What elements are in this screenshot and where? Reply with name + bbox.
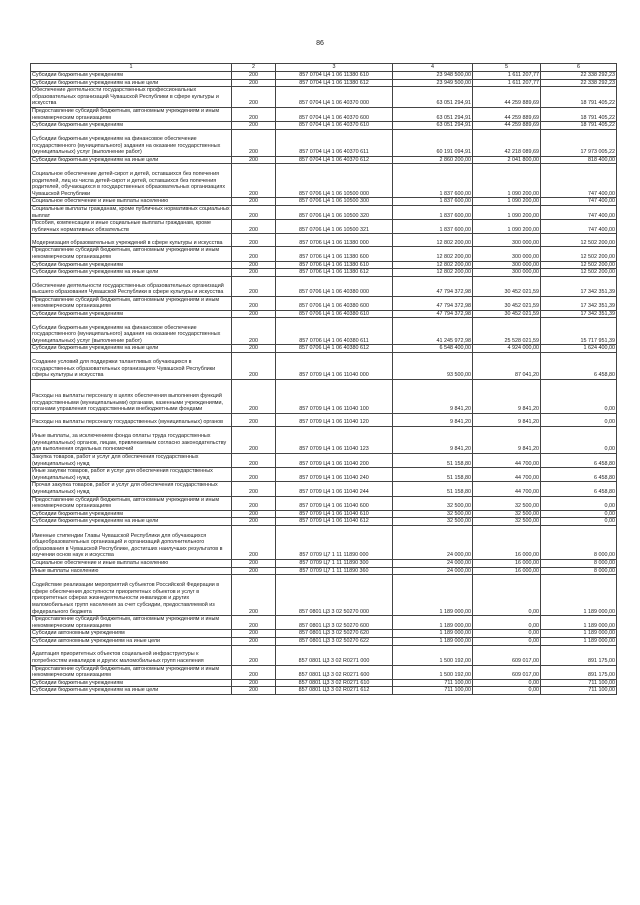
row-label: Предоставление субсидий бюджетным, автономным учреждениям и иным некоммерческим организациям <box>31 247 232 261</box>
table-cell: 1 837 600,00 <box>393 164 473 198</box>
row-label: Обеспечение деятельности государственных образовательных организаций высшего образования Чувашской Республики в сфере культуры и искусства <box>31 276 232 296</box>
row-label: Адаптация приоритетных объектов социальной инфраструктуры к потребностям инвалидов и других маломобильных групп населения <box>31 645 232 665</box>
table-cell: 200 <box>232 496 276 510</box>
column-header: 5 <box>473 64 541 72</box>
table-row <box>31 380 617 414</box>
table-cell: 25 528 021,59 <box>473 318 541 345</box>
table-cell: 32 500,00 <box>393 518 473 526</box>
table-cell: 857 0704 Ц4 1 06 40370 000 <box>276 87 393 108</box>
table-cell: 44 700,00 <box>473 468 541 482</box>
row-label: Субсидии автономным учреждениям <box>31 630 232 638</box>
table-cell: 200 <box>232 645 276 665</box>
table-cell: 300 000,00 <box>473 247 541 261</box>
table-cell: 1 611 207,77 <box>473 72 541 80</box>
table-cell: 200 <box>232 637 276 645</box>
table-cell: 857 0706 Ц4 1 06 40380 610 <box>276 310 393 318</box>
row-label: Субсидии бюджетным учреждениям на финансовое обеспечение государственного (муниципального) задания на оказание государственных (муниципальных) услуг (выполнение работ) <box>31 318 232 345</box>
table-cell: 9 841,20 <box>473 380 541 414</box>
table-cell: 18 791 405,22 <box>541 107 617 121</box>
row-label: Субсидии бюджетным учреждениям на иные цели <box>31 79 232 87</box>
table-row <box>31 247 617 261</box>
table-cell: 1 500 192,00 <box>393 645 473 665</box>
row-label: Субсидии бюджетным учреждениям <box>31 510 232 518</box>
table-cell: 17 342 351,39 <box>541 310 617 318</box>
table-cell: 200 <box>232 164 276 198</box>
table-cell: 47 794 372,98 <box>393 296 473 310</box>
table-row <box>31 526 617 560</box>
table-row <box>31 665 617 679</box>
table-row <box>31 496 617 510</box>
table-cell: 87 041,20 <box>473 353 541 380</box>
table-cell: 32 500,00 <box>393 510 473 518</box>
table-cell: 6 458,80 <box>541 454 617 468</box>
table-row <box>31 560 617 568</box>
table-cell: 12 502 200,00 <box>541 261 617 269</box>
table-cell: 42 218 089,69 <box>473 129 541 156</box>
table-cell: 12 502 200,00 <box>541 234 617 247</box>
row-label: Субсидии бюджетным учреждениям <box>31 72 232 80</box>
table-cell: 24 000,00 <box>393 560 473 568</box>
row-label: Пособия, компенсации и иные социальные выплаты гражданам, кроме публичных нормативных обязательств <box>31 220 232 234</box>
table-cell: 200 <box>232 205 276 219</box>
table-cell: 1 624 400,00 <box>541 345 617 353</box>
table-cell: 200 <box>232 575 276 616</box>
table-cell: 200 <box>232 72 276 80</box>
table-cell: 44 259 889,69 <box>473 122 541 130</box>
table-cell: 1 189 000,00 <box>393 575 473 616</box>
table-cell: 200 <box>232 687 276 695</box>
table-cell: 857 0706 Ц4 1 06 10500 320 <box>276 205 393 219</box>
table-cell: 300 000,00 <box>473 269 541 277</box>
table-row <box>31 72 617 80</box>
table-cell: 857 0709 Ц4 1 06 11040 600 <box>276 496 393 510</box>
table-cell: 857 0706 Ц4 1 06 11380 612 <box>276 269 393 277</box>
table-cell: 24 000,00 <box>393 567 473 575</box>
table-cell: 12 802 200,00 <box>393 261 473 269</box>
table-cell: 1 090 200,00 <box>473 220 541 234</box>
table-cell: 200 <box>232 234 276 247</box>
column-header: 3 <box>276 64 393 72</box>
table-cell: 200 <box>232 296 276 310</box>
table-cell: 44 259 889,69 <box>473 107 541 121</box>
table-cell: 1 189 000,00 <box>393 637 473 645</box>
table-cell: 24 000,00 <box>393 526 473 560</box>
table-cell: 0,00 <box>541 510 617 518</box>
table-cell: 8 000,00 <box>541 567 617 575</box>
table-row <box>31 318 617 345</box>
table-cell: 711 100,00 <box>393 679 473 687</box>
table-cell: 0,00 <box>541 414 617 427</box>
row-label: Расходы на выплаты персоналу государственных (муниципальных) органов <box>31 414 232 427</box>
table-cell: 9 841,20 <box>473 427 541 454</box>
table-cell: 200 <box>232 427 276 454</box>
table-row <box>31 269 617 277</box>
table-cell: 857 0706 Ц4 1 06 11380 000 <box>276 234 393 247</box>
table-cell: 44 700,00 <box>473 482 541 496</box>
table-cell: 200 <box>232 630 276 638</box>
table-cell: 857 0709 Ц4 1 06 11040 200 <box>276 454 393 468</box>
row-label: Предоставление субсидий бюджетным, автономным учреждениям и иным некоммерческим организациям <box>31 665 232 679</box>
table-cell: 4 924 000,00 <box>473 345 541 353</box>
table-cell: 857 0801 Ц3 3 02 R0271 612 <box>276 687 393 695</box>
table-cell: 1 090 200,00 <box>473 198 541 206</box>
table-cell: 93 500,00 <box>393 353 473 380</box>
table-cell: 200 <box>232 247 276 261</box>
row-label: Субсидии бюджетным учреждениям <box>31 261 232 269</box>
table-cell: 32 500,00 <box>473 510 541 518</box>
table-row <box>31 261 617 269</box>
table-cell: 857 0801 Ц3 3 02 50270 622 <box>276 637 393 645</box>
table-row <box>31 353 617 380</box>
table-cell: 6 458,80 <box>541 353 617 380</box>
table-cell: 711 100,00 <box>541 679 617 687</box>
row-label: Социальные выплаты гражданам, кроме публичных нормативных социальных выплат <box>32 205 230 219</box>
table-cell: 18 791 405,22 <box>541 122 617 130</box>
table-cell: 857 0706 Ц4 1 06 40380 000 <box>276 276 393 296</box>
table-cell: 16 000,00 <box>473 567 541 575</box>
table-cell: 857 0709 Ц4 1 06 11040 240 <box>276 468 393 482</box>
table-cell: 22 338 292,23 <box>541 72 617 80</box>
table-cell: 0,00 <box>541 380 617 414</box>
table-cell: 200 <box>232 269 276 277</box>
table-cell: 857 0801 Ц3 3 02 R0271 000 <box>276 645 393 665</box>
table-cell: 857 0801 Ц3 3 02 50270 620 <box>276 630 393 638</box>
table-cell: 200 <box>232 518 276 526</box>
table-cell: 12 502 200,00 <box>541 269 617 277</box>
table-cell: 200 <box>232 220 276 234</box>
table-row <box>31 164 617 198</box>
table-cell: 200 <box>232 560 276 568</box>
row-label: Субсидии бюджетным учреждениям на иные цели <box>31 345 232 353</box>
table-cell: 857 0801 Ц3 3 02 50270 000 <box>276 575 393 616</box>
table-row <box>31 220 617 234</box>
table-row <box>31 198 617 206</box>
table-cell: 857 0709 Ц4 1 06 11040 610 <box>276 510 393 518</box>
table-cell: 857 0704 Ц4 1 06 11380 610 <box>276 72 393 80</box>
table-cell: 200 <box>232 526 276 560</box>
table-cell: 51 158,80 <box>393 454 473 468</box>
table-cell: 8 000,00 <box>541 526 617 560</box>
table-cell: 200 <box>232 679 276 687</box>
table-row <box>31 345 617 353</box>
table-cell: 1 189 000,00 <box>541 616 617 630</box>
table-cell: 12 802 200,00 <box>393 234 473 247</box>
table-cell: 200 <box>232 353 276 380</box>
table-row <box>31 454 617 468</box>
table-cell: 857 0709 Ц4 1 06 11040 000 <box>276 353 393 380</box>
table-cell: 857 0709 Ц7 1 11 11890 360 <box>276 567 393 575</box>
table-row <box>31 510 617 518</box>
table-cell: 711 100,00 <box>393 687 473 695</box>
table-body <box>31 72 617 695</box>
table-cell: 857 0704 Ц4 1 06 40370 612 <box>276 156 393 164</box>
table-cell: 747 400,00 <box>541 198 617 206</box>
table-row <box>31 616 617 630</box>
table-cell: 200 <box>232 129 276 156</box>
table-cell: 44 259 889,69 <box>473 87 541 108</box>
table-cell: 857 0801 Ц3 3 02 50270 600 <box>276 616 393 630</box>
table-row <box>31 468 617 482</box>
table-cell: 200 <box>232 454 276 468</box>
table-cell: 857 0709 Ц4 1 06 11040 123 <box>276 427 393 454</box>
row-label: Субсидии бюджетным учреждениям на иные цели <box>31 269 232 277</box>
table-row <box>31 645 617 665</box>
table-cell: 16 000,00 <box>473 560 541 568</box>
row-label: Субсидии бюджетным учреждениям на финансовое обеспечение государственного (муниципального) задания на оказание государственных (муниципальных) услуг (выполнение работ) <box>31 129 232 156</box>
table-cell: 200 <box>232 345 276 353</box>
table-cell: 200 <box>232 468 276 482</box>
table-row <box>31 630 617 638</box>
table-cell: 0,00 <box>473 575 541 616</box>
table-row <box>31 296 617 310</box>
table-cell: 857 0706 Ц4 1 06 11380 610 <box>276 261 393 269</box>
table-cell: 857 0709 Ц7 1 11 11890 300 <box>276 560 393 568</box>
row-label: Субсидии автономным учреждениям на иные цели <box>31 637 232 645</box>
table-cell: 200 <box>232 198 276 206</box>
table-cell: 6 458,80 <box>541 482 617 496</box>
row-label: Социальное обеспечение детей-сирот и детей, оставшихся без попечения родителей, лиц из числа детей-сирот и детей, оставшихся без попечения родителей, обучающихся в государственных образовательных организациях Чувашской Республики <box>31 164 232 198</box>
table-cell: 857 0706 Ц4 1 06 40380 611 <box>276 318 393 345</box>
table-cell: 0,00 <box>541 427 617 454</box>
table-cell: 1 837 600,00 <box>393 205 473 219</box>
table-row <box>31 107 617 121</box>
row-label: Субсидии бюджетным учреждениям на иные цели <box>31 156 232 164</box>
table-cell: 17 342 351,39 <box>541 276 617 296</box>
table-cell: 32 500,00 <box>393 496 473 510</box>
table-cell: 1 189 000,00 <box>541 630 617 638</box>
table-cell: 30 452 021,59 <box>473 310 541 318</box>
table-cell: 857 0709 Ц4 1 06 11040 612 <box>276 518 393 526</box>
table-cell: 12 502 200,00 <box>541 247 617 261</box>
table-cell: 51 158,80 <box>393 468 473 482</box>
row-label: Субсидии бюджетным учреждениям <box>31 122 232 130</box>
table-cell: 1 611 207,77 <box>473 79 541 87</box>
row-label: Предоставление субсидий бюджетным, автономным учреждениям и иным некоммерческим организациям <box>31 496 232 510</box>
table-cell: 41 245 972,98 <box>393 318 473 345</box>
table-row <box>31 156 617 164</box>
column-header: 1 <box>31 64 232 72</box>
table-cell: 6 548 400,00 <box>393 345 473 353</box>
table-cell: 1 189 000,00 <box>541 637 617 645</box>
table-row <box>31 205 617 219</box>
table-cell: 32 500,00 <box>473 496 541 510</box>
row-label: Предоставление субсидий бюджетным, автономным учреждениям и иным некоммерческим организациям <box>31 296 232 310</box>
table-cell: 9 841,20 <box>393 380 473 414</box>
column-header: 6 <box>541 64 617 72</box>
table-cell: 12 802 200,00 <box>393 269 473 277</box>
table-row <box>31 575 617 616</box>
row-label: Предоставление субсидий бюджетным, автономным учреждениям и иным некоммерческим организациям <box>31 107 232 121</box>
table-cell: 747 400,00 <box>541 220 617 234</box>
table-cell: 200 <box>232 380 276 414</box>
table-cell: 200 <box>232 79 276 87</box>
table-cell: 30 452 021,59 <box>473 276 541 296</box>
row-label: Создание условий для поддержки талантливых обучающихся в государственных образовательных организациях Чувашской Республики сферы культуры и искусства <box>31 353 232 380</box>
table-cell: 609 017,00 <box>473 645 541 665</box>
row-label: Субсидии бюджетным учреждениям <box>31 310 232 318</box>
table-cell: 44 700,00 <box>473 454 541 468</box>
table-row <box>31 79 617 87</box>
table-cell: 200 <box>232 510 276 518</box>
table-cell: 200 <box>232 107 276 121</box>
table-cell: 8 000,00 <box>541 560 617 568</box>
table-cell: 200 <box>232 482 276 496</box>
table-row <box>31 234 617 247</box>
column-header: 4 <box>393 64 473 72</box>
table-cell: 51 158,80 <box>393 482 473 496</box>
table-cell: 0,00 <box>473 679 541 687</box>
table-cell: 857 0704 Ц4 1 06 40370 600 <box>276 107 393 121</box>
table-cell: 0,00 <box>473 616 541 630</box>
table-cell: 22 338 292,23 <box>541 79 617 87</box>
table-cell: 1 189 000,00 <box>393 616 473 630</box>
row-label: Содействие реализации мероприятий субъектов Российской Федерации в сфере обеспечения доступности приоритетных объектов и услуг в приоритетных сферах жизнедеятельности инвалидов и других маломобильных групп населения за счет субсидии, предоставляемой из федерального бюджета <box>31 575 232 616</box>
table-row <box>31 427 617 454</box>
table-cell: 200 <box>232 665 276 679</box>
table-cell: 857 0706 Ц4 1 06 40380 600 <box>276 296 393 310</box>
table-cell: 200 <box>232 310 276 318</box>
table-cell: 857 0706 Ц4 1 06 11380 600 <box>276 247 393 261</box>
table-cell: 857 0709 Ц7 1 11 11890 000 <box>276 526 393 560</box>
table-row <box>31 567 617 575</box>
row-label: Субсидии бюджетным учреждениям на иные цели <box>31 518 232 526</box>
table-cell: 891 175,00 <box>541 645 617 665</box>
table-cell: 2 860 200,00 <box>393 156 473 164</box>
page-number: 86 <box>316 40 324 47</box>
table-row <box>31 122 617 130</box>
table-cell: 6 458,80 <box>541 468 617 482</box>
table-cell: 1 189 000,00 <box>393 630 473 638</box>
table-cell: 1 500 192,00 <box>393 665 473 679</box>
table-cell: 0,00 <box>541 518 617 526</box>
table-cell: 17 342 351,39 <box>541 296 617 310</box>
table-cell: 12 802 200,00 <box>393 247 473 261</box>
table-cell: 15 717 951,39 <box>541 318 617 345</box>
row-label: Иные выплаты, за исключением фонда оплаты труда государственных (муниципальных) органов, лицам, привлекаемым согласно законодательству для выполнения отдельных полномочий <box>31 427 232 454</box>
table-cell: 857 0704 Ц4 1 06 40370 611 <box>276 129 393 156</box>
table-cell: 23 949 500,00 <box>393 79 473 87</box>
table-row <box>31 482 617 496</box>
table-cell: 18 791 405,22 <box>541 87 617 108</box>
row-label: Закупка товаров, работ и услуг для обеспечения государственных (муниципальных) нужд <box>31 454 232 468</box>
table-cell: 16 000,00 <box>473 526 541 560</box>
table-cell: 857 0706 Ц4 1 06 10500 300 <box>276 198 393 206</box>
table-cell: 857 0704 Ц4 1 06 11380 612 <box>276 79 393 87</box>
table-cell: 857 0709 Ц4 1 06 11040 120 <box>276 414 393 427</box>
table-row <box>31 276 617 296</box>
table-row <box>31 637 617 645</box>
table-cell: 857 0706 Ц4 1 06 10500 000 <box>276 164 393 198</box>
table-row <box>31 687 617 695</box>
table-cell: 1 090 200,00 <box>473 205 541 219</box>
row-label: Прочая закупка товаров, работ и услуг для обеспечения государственных (муниципальных) нужд <box>31 482 232 496</box>
table-cell: 300 000,00 <box>473 261 541 269</box>
table-row <box>31 679 617 687</box>
table-cell: 200 <box>232 616 276 630</box>
table-cell: 60 191 094,91 <box>393 129 473 156</box>
table-row <box>31 129 617 156</box>
table-cell: 9 841,20 <box>393 427 473 454</box>
table-cell: 200 <box>232 276 276 296</box>
table-cell: 200 <box>232 414 276 427</box>
table-cell: 9 841,20 <box>473 414 541 427</box>
table-cell: 1 837 600,00 <box>393 220 473 234</box>
table-cell: 200 <box>232 87 276 108</box>
table-cell: 857 0704 Ц4 1 06 40370 610 <box>276 122 393 130</box>
budget-table <box>30 63 617 695</box>
table-cell: 747 400,00 <box>541 164 617 198</box>
table-cell: 23 948 500,00 <box>393 72 473 80</box>
table-cell: 818 400,00 <box>541 156 617 164</box>
table-cell: 0,00 <box>473 630 541 638</box>
table-cell: 200 <box>232 122 276 130</box>
row-label: Расходы на выплаты персоналу в целях обеспечения выполнения функций государственными (муниципальными) органами, казенными учреждениями, органами управления государственными внебюджетными фондами <box>31 380 232 414</box>
table-cell: 891 175,00 <box>541 665 617 679</box>
table-cell: 0,00 <box>473 687 541 695</box>
table-row <box>31 87 617 108</box>
table-cell: 30 452 021,59 <box>473 296 541 310</box>
row-label: Модернизация образовательных учреждений в сфере культуры и искусства <box>31 234 232 247</box>
table-cell: 0,00 <box>473 637 541 645</box>
table-cell: 1 189 000,00 <box>541 575 617 616</box>
row-label: Субсидии бюджетным учреждениям на иные цели <box>31 687 232 695</box>
table-cell: 2 041 800,00 <box>473 156 541 164</box>
table-cell: 1 837 600,00 <box>393 198 473 206</box>
table-cell: 857 0801 Ц3 3 02 R0271 610 <box>276 679 393 687</box>
table-cell: 200 <box>232 156 276 164</box>
table-cell: 300 000,00 <box>473 234 541 247</box>
table-cell: 857 0801 Ц3 3 02 R0271 600 <box>276 665 393 679</box>
row-label: Субсидии бюджетным учреждениям <box>31 679 232 687</box>
table-cell: 47 794 372,98 <box>393 310 473 318</box>
row-label: Социальное обеспечение и иные выплаты населению <box>31 198 232 206</box>
column-header: 2 <box>232 64 276 72</box>
table-cell: 747 400,00 <box>541 205 617 219</box>
table-cell: 609 017,00 <box>473 665 541 679</box>
row-label: Социальное обеспечение и иные выплаты населению <box>31 560 232 568</box>
table-cell: 1 090 200,00 <box>473 164 541 198</box>
header-row <box>31 64 617 72</box>
table-cell: 200 <box>232 318 276 345</box>
table-cell: 63 051 294,91 <box>393 107 473 121</box>
table-row <box>31 414 617 427</box>
row-label: Иные выплаты населению <box>31 567 232 575</box>
table-cell: 857 0709 Ц4 1 06 11040 244 <box>276 482 393 496</box>
table-cell: 63 051 294,91 <box>393 122 473 130</box>
table-cell: 17 973 005,22 <box>541 129 617 156</box>
table-cell: 857 0706 Ц4 1 06 40380 612 <box>276 345 393 353</box>
table-cell: 200 <box>232 261 276 269</box>
table-cell: 711 100,00 <box>541 687 617 695</box>
table-row <box>31 310 617 318</box>
table-cell: 9 841,20 <box>393 414 473 427</box>
table-cell: 47 794 372,98 <box>393 276 473 296</box>
table-cell: 32 500,00 <box>473 518 541 526</box>
table-cell: 857 0709 Ц4 1 06 11040 100 <box>276 380 393 414</box>
table-cell: 0,00 <box>541 496 617 510</box>
table-row <box>31 518 617 526</box>
row-label: Предоставление субсидий бюджетным, автономным учреждениям и иным некоммерческим организациям <box>31 616 232 630</box>
row-label: Иные закупки товаров, работ и услуг для обеспечения государственных (муниципальных) нужд <box>31 468 232 482</box>
row-label: Именные стипендии Главы Чувашской Республики для обучающихся общеобразовательных организаций и организаций дополнительного образования в Чувашской Республике, достигших наилучших результатов в изучении основ наук и искусства <box>31 526 232 560</box>
row-label: Обеспечение деятельности государственных профессиональных образовательных организаций Чувашской Республики в сфере культуры и искусства <box>31 87 232 108</box>
table-cell: 63 051 294,91 <box>393 87 473 108</box>
table-cell: 857 0706 Ц4 1 06 10500 321 <box>276 220 393 234</box>
table-cell: 200 <box>232 567 276 575</box>
